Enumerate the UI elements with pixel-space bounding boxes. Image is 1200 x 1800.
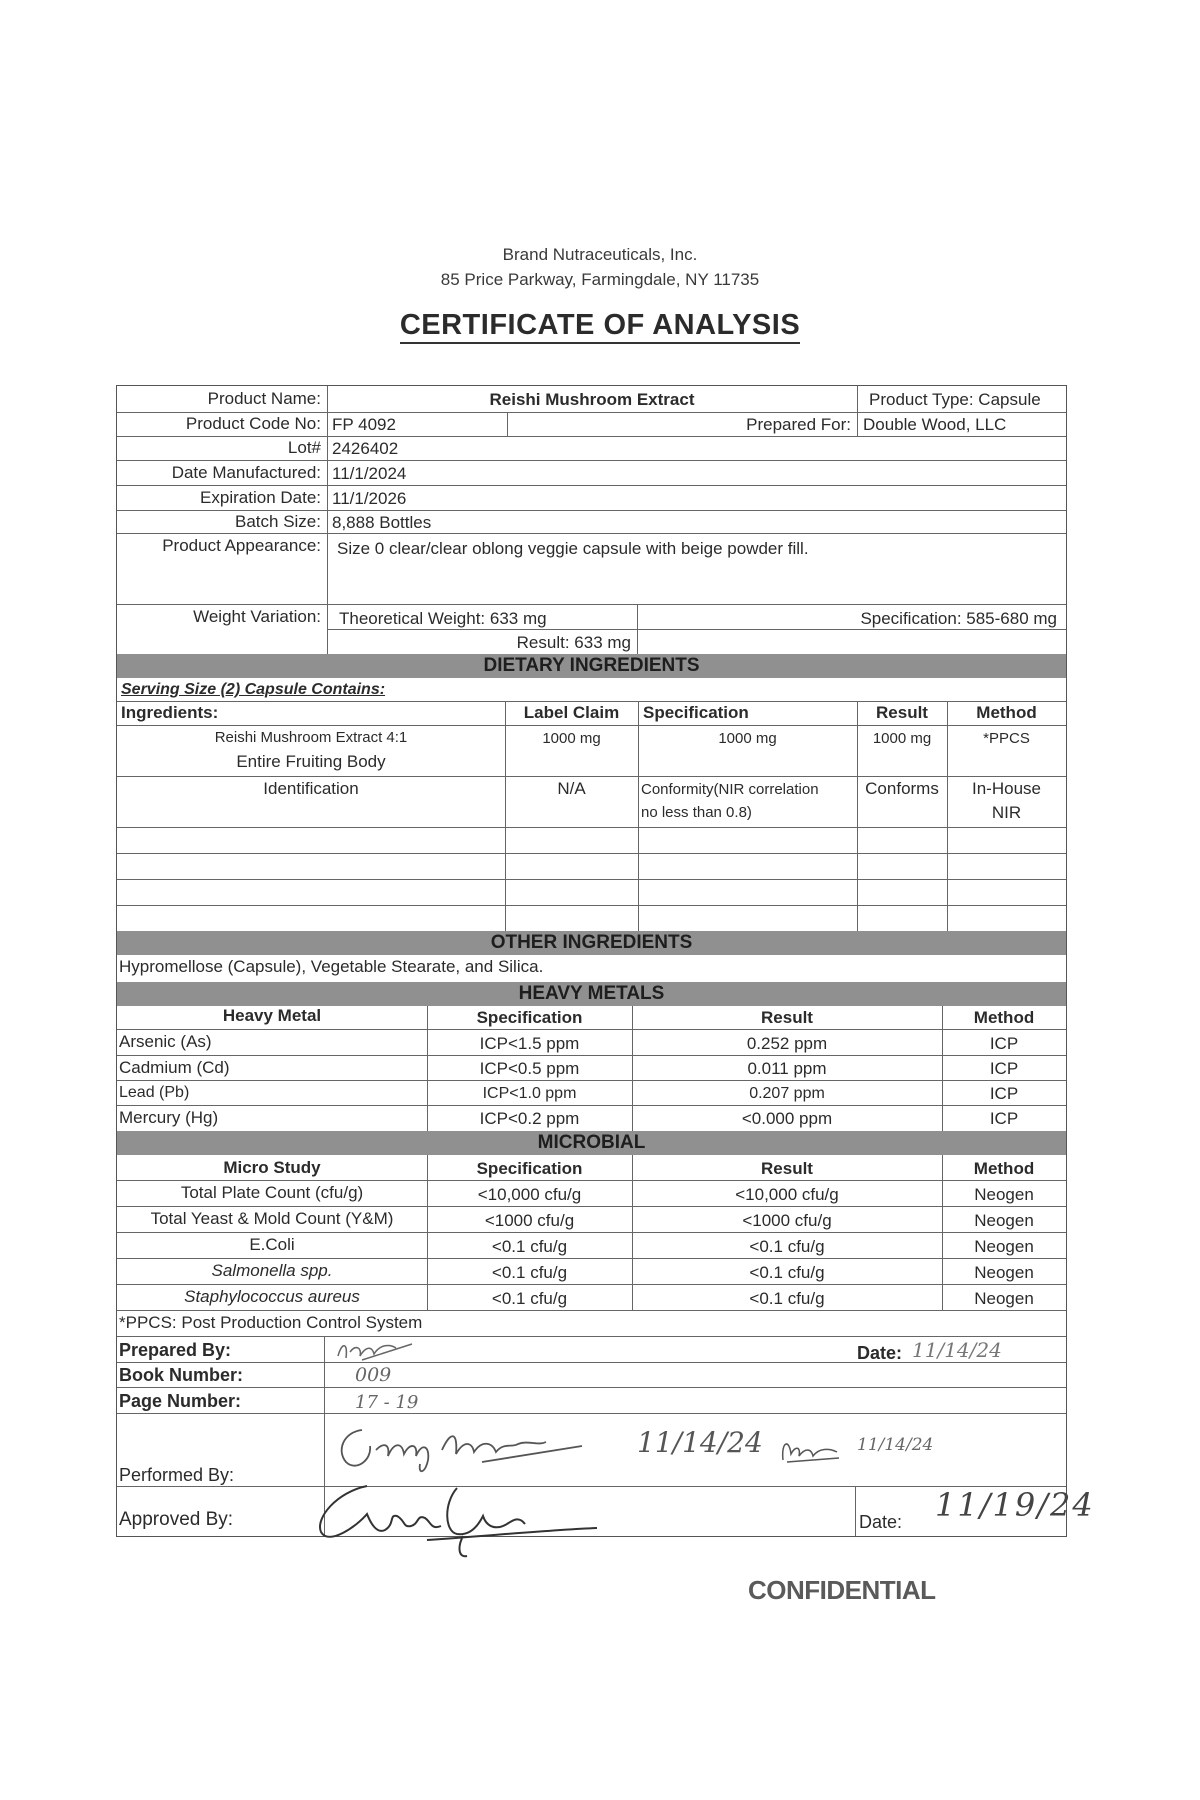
prepared-for: Double Wood, LLC: [863, 415, 1007, 434]
metal-name: Mercury (Hg): [119, 1108, 219, 1127]
book-number-label: Book Number:: [119, 1365, 244, 1385]
expiration-label: Expiration Date:: [200, 488, 321, 507]
specification: Conformity(NIR correlation: [641, 781, 819, 798]
metal-method: ICP: [989, 1084, 1019, 1103]
micro-spec: <0.1 cfu/g: [491, 1263, 568, 1282]
micro-spec: <10,000 cfu/g: [477, 1185, 582, 1204]
method: *PPCS: [983, 730, 1030, 747]
company-address: 85 Price Parkway, Farmingdale, NY 11735: [440, 270, 760, 289]
weight-variation-label: Weight Variation:: [193, 607, 321, 626]
micro-result: <1000 cfu/g: [742, 1211, 832, 1230]
performed-initials: [777, 1436, 847, 1464]
approved-by-label: Approved By:: [119, 1509, 234, 1530]
row-line: [117, 1206, 1066, 1207]
product-type: Product Type: Capsule: [869, 390, 1041, 409]
product-code-label: Product Code No:: [185, 414, 321, 433]
microbial-heading: MICROBIAL: [537, 1132, 646, 1153]
lot-label: Lot#: [287, 438, 321, 457]
micro-spec: <0.1 cfu/g: [491, 1289, 568, 1308]
manufactured-date: 11/1/2024: [332, 464, 407, 483]
row-line: [117, 1180, 1066, 1181]
micro-name: Staphylococcus aureus: [184, 1287, 360, 1306]
header-result: Result: [876, 703, 928, 722]
metal-result: 0.011 ppm: [747, 1059, 827, 1078]
batch-size: 8,888 Bottles: [332, 513, 432, 532]
footnote: *PPCS: Post Production Control System: [119, 1313, 423, 1332]
page-number: 17 - 19: [355, 1392, 419, 1413]
row-line: [117, 1336, 1066, 1337]
micro-result: <0.1 cfu/g: [749, 1237, 825, 1256]
row-line: [117, 1362, 1066, 1363]
performed-date: 11/14/24: [637, 1426, 763, 1459]
method-2: NIR: [991, 803, 1022, 822]
row-line: [117, 604, 1066, 605]
page-number-label: Page Number:: [119, 1391, 242, 1411]
row-line: [117, 1105, 1066, 1106]
micro-name: E.Coli: [249, 1235, 295, 1254]
header-heavy-metal: Heavy Metal: [222, 1006, 322, 1025]
metal-name: Lead (Pb): [119, 1084, 190, 1101]
row-line: [117, 1387, 1066, 1388]
header-method: Method: [973, 1159, 1035, 1178]
row-line: [117, 879, 1066, 880]
row-line: [117, 533, 1066, 534]
method: In-House: [972, 779, 1041, 798]
row-line: [117, 853, 1066, 854]
header-specification: Specification: [476, 1008, 583, 1027]
specification-2: no less than 0.8): [641, 804, 752, 821]
other-ingredients: Hypromellose (Capsule), Vegetable Stearate, and Silica.: [119, 957, 544, 976]
row-line: [117, 1232, 1066, 1233]
metals-heading: HEAVY METALS: [518, 983, 665, 1004]
metal-method: ICP: [989, 1059, 1019, 1078]
header-result: Result: [761, 1159, 813, 1178]
row-line: [117, 827, 1066, 828]
divider: [857, 412, 858, 436]
metal-spec: ICP<0.5 ppm: [479, 1059, 580, 1078]
expiration-date: 11/1/2026: [332, 489, 407, 508]
performed-by-label: Performed By:: [119, 1465, 235, 1485]
company-name: Brand Nutraceuticals, Inc.: [502, 245, 698, 264]
serving-size: Serving Size (2) Capsule Contains:: [121, 681, 386, 698]
micro-spec: <1000 cfu/g: [484, 1211, 575, 1230]
micro-method: Neogen: [974, 1289, 1034, 1308]
metal-spec: ICP<0.2 ppm: [479, 1109, 580, 1128]
prepared-date-label: Date:: [857, 1343, 903, 1363]
metal-spec: ICP<1.0 ppm: [482, 1085, 577, 1102]
weight-specification: Specification: 585-680 mg: [860, 609, 1057, 628]
micro-name: Total Plate Count (cfu/g): [180, 1183, 364, 1202]
micro-result: <10,000 cfu/g: [735, 1185, 839, 1204]
divider: [855, 1486, 856, 1536]
row-line: [117, 1413, 1066, 1414]
header-micro-study: Micro Study: [223, 1158, 321, 1177]
row-line: [117, 1029, 1066, 1030]
appearance-label: Product Appearance:: [162, 536, 321, 555]
divider: [857, 386, 858, 412]
micro-name: Salmonella spp.: [211, 1261, 333, 1280]
coa-form: [116, 385, 1095, 1537]
dietary-heading: DIETARY INGREDIENTS: [483, 655, 700, 676]
header-method: Method: [976, 703, 1037, 722]
header-ingredients: Ingredients:: [121, 703, 219, 722]
row-line: [117, 905, 1066, 906]
approved-signature: [307, 1474, 607, 1564]
product-name-label: Product Name:: [207, 389, 321, 408]
metal-result: <0.000 ppm: [741, 1109, 833, 1128]
prepared-for-label: Prepared For:: [746, 415, 851, 434]
book-number: 009: [355, 1364, 392, 1386]
result: 1000 mg: [872, 730, 932, 747]
row-line: [117, 460, 1066, 461]
batch-size-label: Batch Size:: [235, 512, 321, 531]
approved-date: 11/19/24: [935, 1486, 1095, 1524]
specification: 1000 mg: [718, 730, 777, 747]
header-method: Method: [973, 1008, 1035, 1027]
prepared-signature: [332, 1338, 422, 1364]
prepared-date: 11/14/24: [912, 1338, 1002, 1362]
micro-method: Neogen: [974, 1237, 1034, 1256]
manufactured-label: Date Manufactured:: [171, 463, 321, 482]
label-column-divider: [327, 386, 328, 654]
row-line: [117, 725, 1066, 726]
metal-spec: ICP<1.5 ppm: [479, 1034, 580, 1053]
metal-name: Cadmium (Cd): [119, 1058, 230, 1077]
other-heading: OTHER INGREDIENTS: [490, 932, 693, 953]
label-claim: 1000 mg: [542, 730, 601, 747]
metal-method: ICP: [989, 1034, 1019, 1053]
label-claim: N/A: [557, 779, 586, 798]
row-line: [117, 776, 1066, 777]
row-line: [117, 1310, 1066, 1311]
header-label-claim: Label Claim: [523, 703, 620, 722]
row-line: [117, 1055, 1066, 1056]
document-title: CERTIFICATE OF ANALYSIS: [0, 309, 1200, 342]
row-line: [117, 1080, 1066, 1081]
micro-result: <0.1 cfu/g: [749, 1263, 825, 1282]
header-result: Result: [761, 1008, 813, 1027]
prepared-by-label: Prepared By:: [119, 1340, 232, 1360]
metal-method: ICP: [989, 1109, 1019, 1128]
ingredient-name-2: Entire Fruiting Body: [236, 752, 386, 771]
lot-number: 2426402: [332, 439, 399, 458]
metal-result: 0.252 ppm: [746, 1034, 828, 1053]
micro-result: <0.1 cfu/g: [749, 1289, 825, 1308]
micro-method: Neogen: [974, 1211, 1034, 1230]
header-specification: Specification: [476, 1159, 583, 1178]
metal-name: Arsenic (As): [119, 1032, 212, 1051]
row-line: [117, 1258, 1066, 1259]
micro-method: Neogen: [974, 1185, 1034, 1204]
appearance: Size 0 clear/clear oblong veggie capsule with beige powder fill.: [337, 539, 809, 558]
weight-result: Result: 633 mg: [516, 633, 631, 652]
result: Conforms: [865, 779, 939, 798]
row-line: [117, 1284, 1066, 1285]
confidential-stamp: CONFIDENTIAL: [748, 1575, 936, 1605]
row-line: [117, 485, 1066, 486]
metal-result: 0.207 ppm: [749, 1085, 825, 1102]
micro-spec: <0.1 cfu/g: [491, 1237, 568, 1256]
approved-date-label: Date:: [859, 1512, 903, 1532]
theoretical-weight: Theoretical Weight: 633 mg: [339, 609, 547, 628]
header-specification: Specification: [643, 703, 749, 722]
micro-name: Total Yeast & Mold Count (Y&M): [150, 1209, 394, 1228]
product-code: FP 4092: [332, 415, 396, 434]
micro-method: Neogen: [974, 1263, 1034, 1282]
ingredient-name: Identification: [263, 779, 359, 798]
performed-date-2: 11/14/24: [857, 1435, 934, 1455]
ingredient-name: Reishi Mushroom Extract 4:1: [214, 729, 408, 746]
product-name: Reishi Mushroom Extract: [489, 390, 695, 409]
